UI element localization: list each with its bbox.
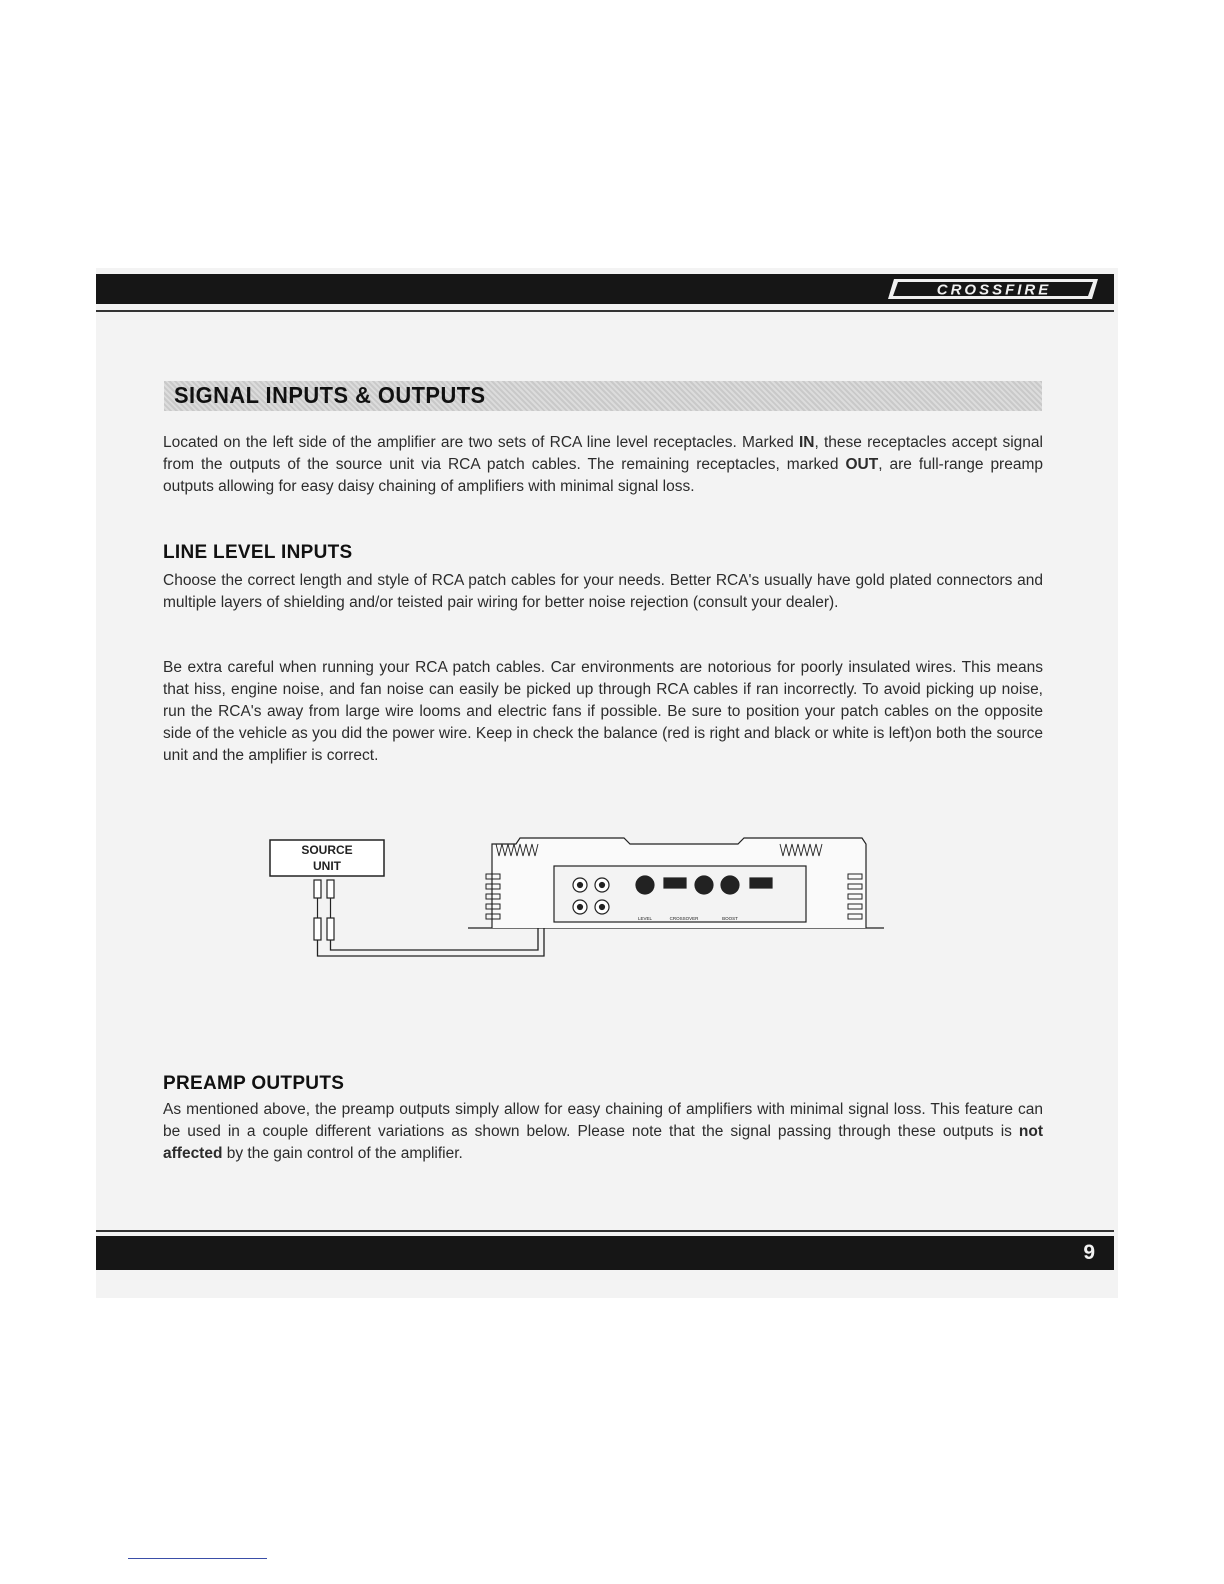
line-level-heading: LINE LEVEL INPUTS bbox=[163, 542, 353, 563]
preamp-text-2: by the gain control of the amplifier. bbox=[222, 1145, 463, 1162]
source-label-line1: SOURCE bbox=[301, 843, 353, 857]
line-level-paragraph-1: Choose the correct length and style of RCA patch cables for your needs. Better RCA's usually have gold plated connectors and multiple layers of shielding and/or teisted pair wiring for better noise rejection (consult your dealer). bbox=[163, 572, 1043, 611]
control-label-crossover: CROSSOVER bbox=[669, 916, 699, 921]
svg-text:CROSSFIRE: CROSSFIRE bbox=[936, 281, 1052, 299]
intro-text-2: , these receptacles accept signal from the outputs of the source unit via RCA patch cables. The remaining receptacles, marked bbox=[163, 434, 1043, 473]
header-rule bbox=[96, 310, 1114, 312]
preamp-text-1: As mentioned above, the preamp outputs simply allow for easy chaining of amplifiers with minimal signal loss. This feature can be used in a couple different variations as shown below. Please note that the signal passing through these outputs is bbox=[163, 1101, 1043, 1140]
preamp-paragraph bbox=[163, 1099, 1043, 1165]
crossfire-logo bbox=[886, 278, 1100, 300]
preamp-heading: PREAMP OUTPUTS bbox=[163, 1073, 345, 1094]
footnote-rule bbox=[128, 1558, 267, 1559]
section-title: SIGNAL INPUTS & OUTPUTS bbox=[174, 382, 486, 408]
rca-connection-diagram bbox=[268, 832, 888, 962]
line-level-paragraph-2: Be extra careful when running your RCA patch cables. Car environments are notorious for poorly insulated wires. This means that hiss, engine noise, and fan noise can easily be picked up through RCA cables if ran incorrectly. To avoid picking up noise, run the RCA's away from large wire looms and electric fans if possible. Be sure to position your patch cables on the opposite side of the vehicle as you did the power wire. Keep in check the balance (red is right and black or white is left)on both the source unit and the amplifier is correct. bbox=[163, 659, 1043, 764]
intro-bold-in: IN bbox=[798, 434, 815, 451]
control-label-boost: BOOST bbox=[722, 916, 738, 921]
intro-text-3: , are full-range preamp outputs allowing for easy daisy chaining of amplifiers with minimal signal loss. bbox=[163, 456, 1043, 495]
intro-bold-out: OUT bbox=[845, 456, 879, 473]
amplifier bbox=[468, 838, 884, 928]
preamp-bold-not-affected: not affected bbox=[163, 1123, 1043, 1162]
control-label-level: LEVEL bbox=[637, 916, 653, 921]
footer-bar bbox=[96, 1236, 1114, 1270]
intro-paragraph bbox=[163, 432, 1043, 498]
rca-plugs bbox=[314, 880, 334, 940]
section-title-band bbox=[164, 381, 1042, 411]
source-label-line2: UNIT bbox=[313, 859, 341, 873]
page-number: 9 bbox=[1083, 1241, 1096, 1264]
source-unit-box bbox=[270, 840, 384, 876]
footer-rule bbox=[96, 1230, 1114, 1232]
intro-text-1: Located on the left side of the amplifier are two sets of RCA line level receptacles. Marked bbox=[163, 434, 799, 451]
